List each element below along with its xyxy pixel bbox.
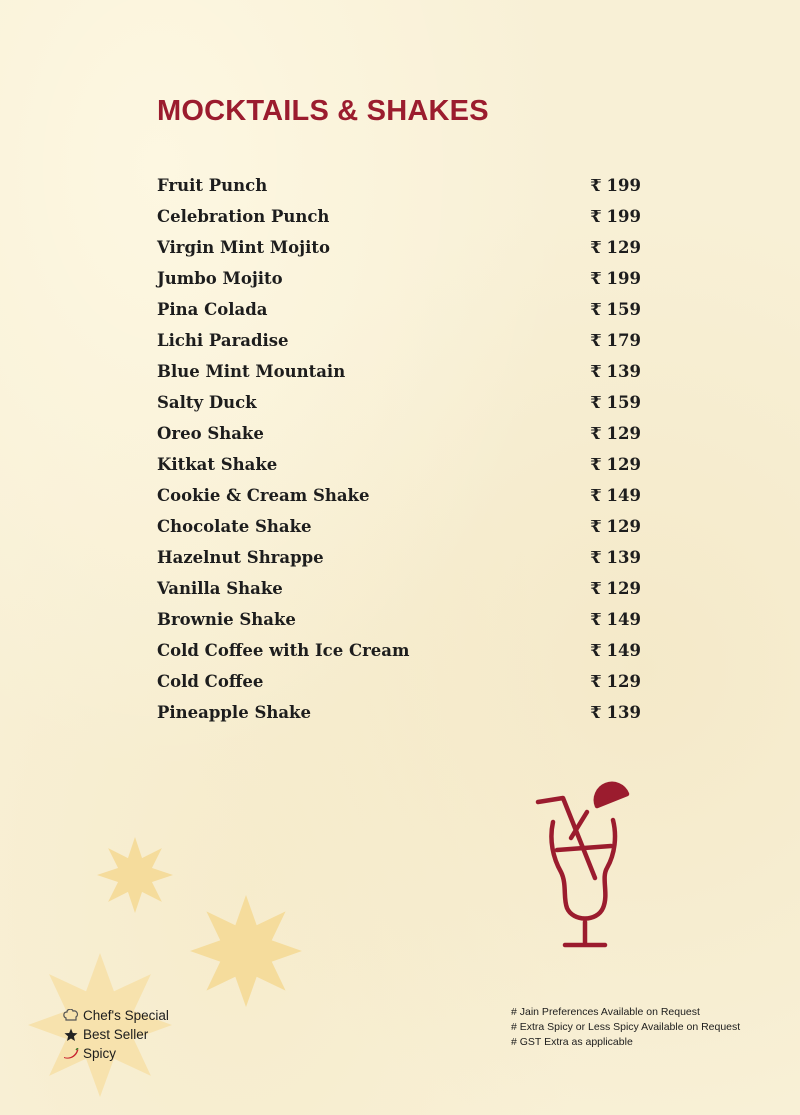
rupee-symbol: ₹ — [590, 238, 602, 257]
menu-item — [157, 418, 641, 449]
rupee-symbol: ₹ — [590, 579, 602, 598]
item-name: Lichi Paradise — [157, 331, 289, 350]
section-title: MOCKTAILS & SHAKES — [157, 95, 489, 127]
menu-item — [157, 511, 641, 542]
item-name: Celebration Punch — [157, 207, 330, 226]
price-value: 159 — [606, 393, 641, 412]
item-name: Fruit Punch — [157, 176, 268, 195]
legend-chefs-special-label: Chef's Special — [83, 1008, 169, 1023]
menu-item — [157, 170, 641, 201]
item-price — [590, 641, 641, 660]
price-value: 199 — [606, 207, 641, 226]
rupee-symbol: ₹ — [590, 207, 602, 226]
item-name: Blue Mint Mountain — [157, 362, 346, 381]
item-price — [590, 238, 641, 257]
item-price — [590, 300, 641, 319]
menu-item — [157, 263, 641, 294]
price-value: 139 — [606, 362, 641, 381]
item-price — [590, 207, 641, 226]
item-name: Cold Coffee — [157, 672, 264, 691]
rupee-symbol: ₹ — [590, 703, 602, 722]
rupee-symbol: ₹ — [590, 362, 602, 381]
footnote: # Extra Spicy or Less Spicy Available on Request — [511, 1021, 741, 1033]
chef-hat-icon — [62, 1009, 79, 1022]
item-price — [590, 269, 641, 288]
item-name: Vanilla Shake — [157, 579, 283, 598]
menu-item — [157, 294, 641, 325]
item-price — [590, 362, 641, 381]
price-value: 129 — [606, 517, 641, 536]
menu-item — [157, 666, 641, 697]
menu-item — [157, 387, 641, 418]
rupee-symbol: ₹ — [590, 455, 602, 474]
price-value: 139 — [606, 548, 641, 567]
price-value: 159 — [606, 300, 641, 319]
price-value: 149 — [606, 641, 641, 660]
legend-spicy — [62, 1044, 169, 1063]
price-value: 149 — [606, 610, 641, 629]
star-icon — [62, 1028, 79, 1042]
item-price — [590, 331, 641, 350]
rupee-symbol: ₹ — [590, 610, 602, 629]
legend-best-seller-label: Best Seller — [83, 1027, 149, 1042]
item-price — [590, 610, 641, 629]
price-value: 129 — [606, 579, 641, 598]
item-name: Cookie & Cream Shake — [157, 486, 370, 505]
rupee-symbol: ₹ — [590, 300, 602, 319]
item-price — [590, 517, 641, 536]
price-value: 179 — [606, 331, 641, 350]
menu-item — [157, 697, 641, 728]
rupee-symbol: ₹ — [590, 176, 602, 195]
rupee-symbol: ₹ — [590, 486, 602, 505]
item-name: Kitkat Shake — [157, 455, 278, 474]
footnote: # GST Extra as applicable — [511, 1036, 633, 1048]
price-value: 199 — [606, 176, 641, 195]
item-price — [590, 393, 641, 412]
rupee-symbol: ₹ — [590, 641, 602, 660]
item-price — [590, 703, 641, 722]
menu-item — [157, 604, 641, 635]
item-price — [590, 455, 641, 474]
item-price — [590, 486, 641, 505]
item-name: Pineapple Shake — [157, 703, 311, 722]
item-price — [590, 176, 641, 195]
cocktail-glass-icon — [535, 780, 635, 952]
item-name: Hazelnut Shrappe — [157, 548, 324, 567]
menu-list — [157, 170, 641, 728]
chili-icon — [62, 1048, 79, 1060]
price-value: 129 — [606, 455, 641, 474]
menu-item — [157, 573, 641, 604]
rupee-symbol: ₹ — [590, 331, 602, 350]
item-price — [590, 672, 641, 691]
item-price — [590, 424, 641, 443]
item-name: Brownie Shake — [157, 610, 296, 629]
legend-best-seller — [62, 1025, 169, 1044]
flower-decoration-small — [95, 835, 175, 915]
rupee-symbol: ₹ — [590, 672, 602, 691]
menu-item — [157, 201, 641, 232]
item-price — [590, 548, 641, 567]
item-price — [590, 579, 641, 598]
price-value: 149 — [606, 486, 641, 505]
item-name: Chocolate Shake — [157, 517, 312, 536]
legend-spicy-label: Spicy — [83, 1046, 117, 1061]
menu-item — [157, 635, 641, 666]
menu-item — [157, 480, 641, 511]
price-value: 199 — [606, 269, 641, 288]
item-name: Pina Colada — [157, 300, 268, 319]
rupee-symbol: ₹ — [590, 548, 602, 567]
menu-item — [157, 542, 641, 573]
item-name: Salty Duck — [157, 393, 257, 412]
price-value: 139 — [606, 703, 641, 722]
flower-decoration-medium — [188, 893, 304, 1009]
price-value: 129 — [606, 238, 641, 257]
price-value: 129 — [606, 424, 641, 443]
rupee-symbol: ₹ — [590, 517, 602, 536]
menu-item — [157, 232, 641, 263]
item-name: Jumbo Mojito — [157, 269, 283, 288]
price-value: 129 — [606, 672, 641, 691]
legend-chefs-special — [62, 1006, 169, 1025]
rupee-symbol: ₹ — [590, 269, 602, 288]
item-name: Oreo Shake — [157, 424, 264, 443]
footnotes — [511, 1005, 740, 1050]
footnote: # Jain Preferences Available on Request — [511, 1006, 700, 1018]
item-name: Cold Coffee with Ice Cream — [157, 641, 410, 660]
rupee-symbol: ₹ — [590, 424, 602, 443]
item-name: Virgin Mint Mojito — [157, 238, 331, 257]
menu-item — [157, 449, 641, 480]
rupee-symbol: ₹ — [590, 393, 602, 412]
menu-item — [157, 325, 641, 356]
menu-item — [157, 356, 641, 387]
legend — [62, 1006, 169, 1063]
